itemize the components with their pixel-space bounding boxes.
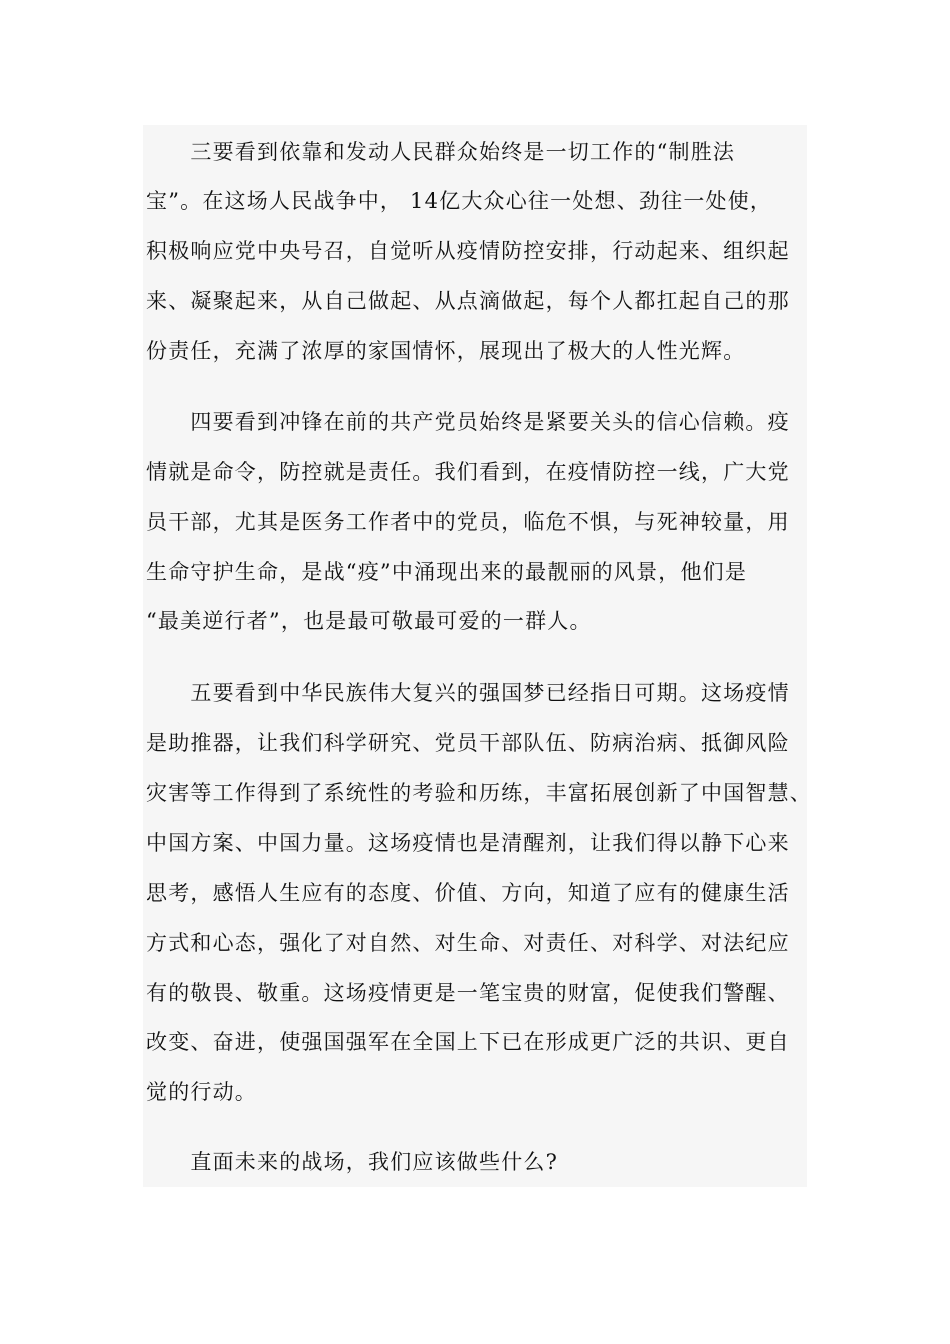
paragraph-2-line-2: 情就是命令，防控就是责任。我们看到，在疫情防控一线，广大党 — [146, 460, 790, 484]
paragraph-3-line-7: 有的敬畏、敬重。这场疫情更是一笔宝贵的财富，促使我们警醒、 — [146, 981, 790, 1005]
paragraph-1-line-1: 三要看到依靠和发动人民群众始终是一切工作的“制胜法 — [146, 140, 736, 164]
paragraph-3-line-6: 方式和心态，强化了对自然、对生命、对责任、对科学、对法纪应 — [146, 931, 790, 955]
paragraph-1-line-2: 宝”。在这场人民战争中， 14亿大众心往一处想、劲往一处使， — [146, 189, 773, 213]
paragraph-2-line-4: 生命守护生命，是战“疫”中涌现出来的最靓丽的风景，他们是 — [146, 560, 748, 584]
paragraph-3-line-4: 中国方案、中国力量。这场疫情也是清醒剂，让我们得以静下心来 — [146, 831, 790, 855]
paragraph-1-line-5: 份责任，充满了浓厚的家国情怀，展现出了极大的人性光辉。 — [146, 339, 746, 363]
paragraph-2-line-1: 四要看到冲锋在前的共产党员始终是紧要关头的信心信赖。疫 — [146, 410, 790, 434]
paragraph-3-line-1: 五要看到中华民族伟大复兴的强国梦已经指日可期。这场疫情 — [146, 681, 790, 705]
paragraph-1-line-4: 来、凝聚起来，从自己做起、从点滴做起，每个人都扛起自己的那 — [146, 289, 790, 313]
paragraph-2-line-5: “最美逆行者”，也是最可敬最可爱的一群人。 — [146, 609, 592, 633]
paragraph-3-line-9: 觉的行动。 — [146, 1080, 257, 1104]
paragraph-2-line-3: 员干部，尤其是医务工作者中的党员，临危不惧，与死神较量，用 — [146, 510, 790, 534]
paragraph-4-line-1: 直面未来的战场，我们应该做些什么? — [146, 1150, 559, 1174]
paragraph-3-line-2: 是助推器，让我们科学研究、党员干部队伍、防病治病、抵御风险 — [146, 731, 790, 755]
paragraph-3-line-8: 改变、奋进，使强国强军在全国上下已在形成更广泛的共识、更自 — [146, 1030, 790, 1054]
paragraph-3-line-5: 思考，感悟人生应有的态度、价值、方向，知道了应有的健康生活 — [146, 881, 790, 905]
paragraph-3-line-3: 灾害等工作得到了系统性的考验和历练，丰富拓展创新了中国智慧、 — [146, 781, 812, 805]
paragraph-1-line-3: 积极响应党中央号召，自觉听从疫情防控安排，行动起来、组织起 — [146, 239, 790, 263]
